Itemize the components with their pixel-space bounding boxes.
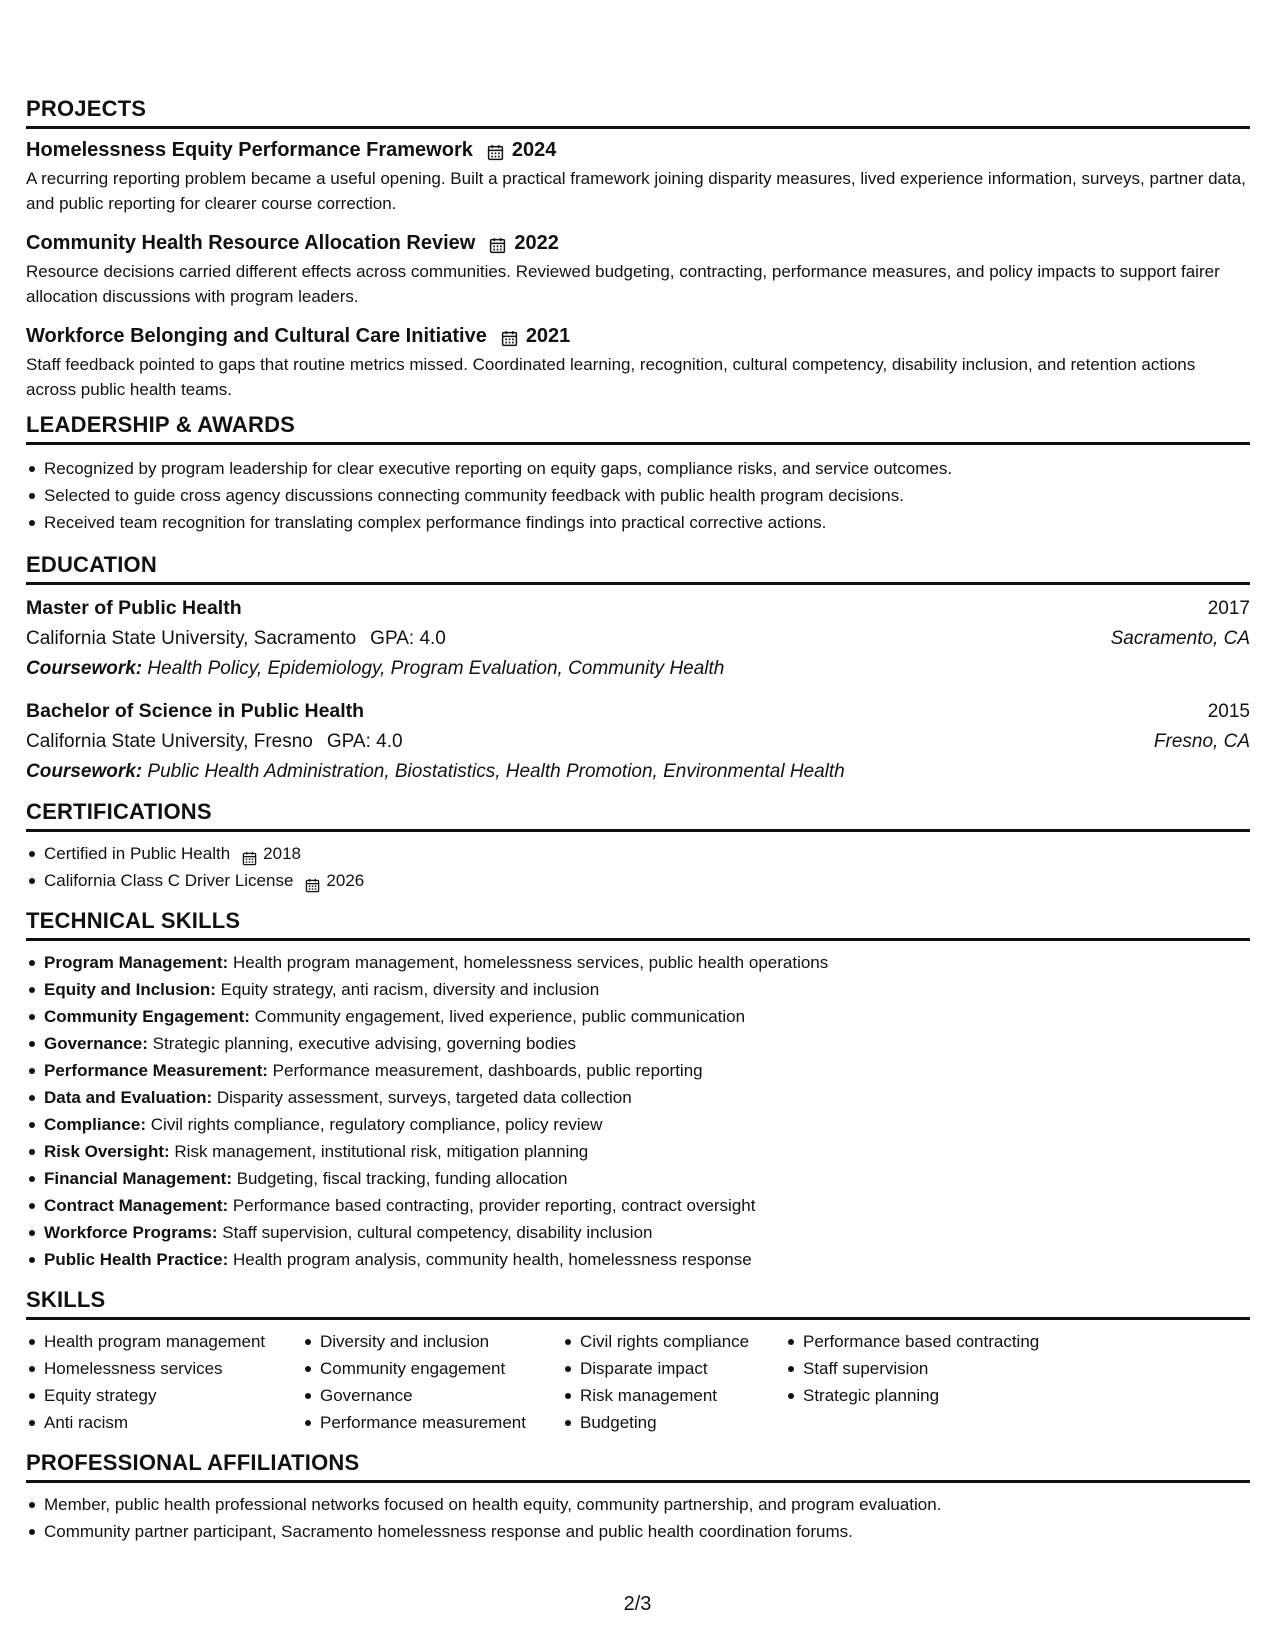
section-title-technical-skills: TECHNICAL SKILLS xyxy=(26,908,1250,941)
education-school-row xyxy=(26,727,1250,757)
school-info xyxy=(26,727,403,757)
education-section xyxy=(26,552,1250,787)
page-number: 2/3 xyxy=(623,1593,652,1615)
affiliation-item: Member, public health professional networks focused on health equity, community partnership, and program evaluation. xyxy=(26,1491,1250,1518)
school-location: Sacramento, CA xyxy=(1110,628,1250,649)
project-item xyxy=(26,230,1250,309)
technical-skill-item xyxy=(26,949,1250,976)
certification-item xyxy=(26,840,1250,867)
skill-details: Budgeting, fiscal tracking, funding allocation xyxy=(236,1169,568,1188)
education-header xyxy=(26,593,1250,624)
technical-skill-item xyxy=(26,1165,1250,1192)
skill-item: Diversity and inclusion xyxy=(302,1328,562,1355)
education-school-row xyxy=(26,624,1250,654)
project-title: Homelessness Equity Performance Framework xyxy=(26,139,473,161)
skill-details: Civil rights compliance, regulatory compliance, policy review xyxy=(150,1115,603,1134)
project-description: Staff feedback pointed to gaps that routine metrics missed. Coordinated learning, recognition, cultural competency, disability inclusion, and retention actions across public health teams. xyxy=(26,355,1196,399)
projects-section xyxy=(26,96,1250,402)
skill-item: Homelessness services xyxy=(26,1355,302,1382)
skill-item: Community engagement xyxy=(302,1355,562,1382)
section-title-certifications: CERTIFICATIONS xyxy=(26,799,1250,832)
coursework-label: Coursework: xyxy=(26,761,143,782)
coursework-list: Public Health Administration, Biostatistics, Health Promotion, Environmental Health xyxy=(147,761,845,782)
technical-skill-item xyxy=(26,1057,1250,1084)
skills-column-list xyxy=(785,1328,1085,1409)
project-year: 2024 xyxy=(511,139,557,161)
skill-item: Performance measurement xyxy=(302,1409,562,1436)
skill-item: Anti racism xyxy=(26,1409,302,1436)
calendar-icon xyxy=(489,235,506,252)
education-list xyxy=(26,593,1250,787)
skill-details: Equity strategy, anti racism, diversity and inclusion xyxy=(220,980,600,999)
resume-page xyxy=(26,96,1250,1557)
project-item xyxy=(26,137,1250,216)
skill-item: Disparate impact xyxy=(562,1355,785,1382)
project-title: Community Health Resource Allocation Review xyxy=(26,232,476,254)
skill-item: Performance based contracting xyxy=(785,1328,1085,1355)
skill-item: Health program management xyxy=(26,1328,302,1355)
project-year: 2021 xyxy=(525,325,571,347)
education-header xyxy=(26,696,1250,727)
certifications-section xyxy=(26,799,1250,894)
project-header xyxy=(26,230,1250,256)
skill-category: Risk Oversight: xyxy=(44,1142,170,1161)
skill-category: Public Health Practice: xyxy=(44,1250,229,1269)
project-header xyxy=(26,137,1250,163)
skill-details: Strategic planning, executive advising, governing bodies xyxy=(152,1034,577,1053)
skills-column xyxy=(302,1328,562,1436)
certification-name: Certified in Public Health xyxy=(44,844,231,863)
leadership-section xyxy=(26,412,1250,536)
coursework-label: Coursework: xyxy=(26,658,143,679)
skill-category: Governance: xyxy=(44,1034,148,1053)
skill-details: Staff supervision, cultural competency, disability inclusion xyxy=(222,1223,653,1242)
leadership-item: Received team recognition for translating complex performance findings into practical corrective actions. xyxy=(26,509,1250,536)
certification-item xyxy=(26,867,1250,894)
technical-skill-item xyxy=(26,1111,1250,1138)
skill-details: Disparity assessment, surveys, targeted data collection xyxy=(216,1088,632,1107)
technical-skill-item xyxy=(26,1003,1250,1030)
skill-details: Community engagement, lived experience, public communication xyxy=(254,1007,746,1026)
section-title-education: EDUCATION xyxy=(26,552,1250,585)
graduation-year: 2017 xyxy=(1207,598,1250,619)
skills-column-list xyxy=(26,1328,302,1436)
leadership-list xyxy=(26,455,1250,536)
education-item xyxy=(26,696,1250,787)
project-description: A recurring reporting problem became a useful opening. Built a practical framework joining disparity measures, lived experience information, surveys, partner data, and public reporting for clearer course correction. xyxy=(26,169,1246,213)
skill-details: Performance measurement, dashboards, public reporting xyxy=(272,1061,703,1080)
technical-skill-item xyxy=(26,1219,1250,1246)
skill-category: Compliance: xyxy=(44,1115,147,1134)
skill-item: Risk management xyxy=(562,1382,785,1409)
technical-skill-item xyxy=(26,1030,1250,1057)
certification-year: 2018 xyxy=(263,844,301,863)
leadership-item: Recognized by program leadership for clear executive reporting on equity gaps, compliance risks, and service outcomes. xyxy=(26,455,1250,482)
skill-item: Governance xyxy=(302,1382,562,1409)
project-item xyxy=(26,323,1250,402)
project-title: Workforce Belonging and Cultural Care Initiative xyxy=(26,325,487,347)
skill-category: Workforce Programs: xyxy=(44,1223,218,1242)
calendar-icon xyxy=(305,874,320,889)
affiliation-item: Community partner participant, Sacramento homelessness response and public health coordination forums. xyxy=(26,1518,1250,1545)
skill-item: Staff supervision xyxy=(785,1355,1085,1382)
skill-category: Financial Management: xyxy=(44,1169,232,1188)
skill-details: Health program analysis, community health, homelessness response xyxy=(232,1250,752,1269)
school-location: Fresno, CA xyxy=(1153,731,1250,752)
affiliations-section xyxy=(26,1450,1250,1545)
school-name: California State University, Fresno xyxy=(26,731,313,752)
skill-details: Risk management, institutional risk, mitigation planning xyxy=(174,1142,589,1161)
technical-skill-item xyxy=(26,976,1250,1003)
skills-section xyxy=(26,1287,1250,1436)
skills-column-list xyxy=(562,1328,785,1436)
technical-skill-item xyxy=(26,1084,1250,1111)
skill-category: Performance Measurement: xyxy=(44,1061,268,1080)
technical-skill-item xyxy=(26,1192,1250,1219)
degree-title: Master of Public Health xyxy=(26,597,242,619)
certification-year: 2026 xyxy=(326,871,365,890)
skill-item: Equity strategy xyxy=(26,1382,302,1409)
section-title-projects: PROJECTS xyxy=(26,96,1250,129)
skill-item: Budgeting xyxy=(562,1409,785,1436)
technical-skills-section xyxy=(26,908,1250,1273)
coursework-list: Health Policy, Epidemiology, Program Evaluation, Community Health xyxy=(147,658,725,679)
skill-category: Equity and Inclusion: xyxy=(44,980,216,999)
projects-list xyxy=(26,137,1250,402)
gpa: GPA: 4.0 xyxy=(370,628,446,649)
calendar-icon xyxy=(242,847,257,862)
skills-column xyxy=(785,1328,1085,1436)
coursework xyxy=(26,757,1250,787)
certification-name: California Class C Driver License xyxy=(44,871,294,890)
skill-item: Strategic planning xyxy=(785,1382,1085,1409)
project-header xyxy=(26,323,1250,349)
gpa: GPA: 4.0 xyxy=(326,731,403,752)
skill-category: Contract Management: xyxy=(44,1196,229,1215)
skill-category: Data and Evaluation: xyxy=(44,1088,213,1107)
coursework xyxy=(26,654,1250,684)
calendar-icon xyxy=(501,328,518,345)
skills-column xyxy=(562,1328,785,1436)
project-year: 2022 xyxy=(514,232,559,254)
degree-title: Bachelor of Science in Public Health xyxy=(26,700,365,722)
skills-grid xyxy=(26,1328,1250,1436)
certifications-list xyxy=(26,840,1250,894)
education-item xyxy=(26,593,1250,684)
technical-skill-item xyxy=(26,1246,1250,1273)
technical-skill-item xyxy=(26,1138,1250,1165)
school-name: California State University, Sacramento xyxy=(26,628,357,649)
skill-category: Community Engagement: xyxy=(44,1007,250,1026)
section-title-affiliations: PROFESSIONAL AFFILIATIONS xyxy=(26,1450,1250,1483)
graduation-year: 2015 xyxy=(1207,701,1250,722)
calendar-icon xyxy=(487,142,504,159)
leadership-item: Selected to guide cross agency discussions connecting community feedback with public health program decisions. xyxy=(26,482,1250,509)
affiliations-list xyxy=(26,1491,1250,1545)
technical-skills-list xyxy=(26,949,1250,1273)
skills-column-list xyxy=(302,1328,562,1436)
skills-column xyxy=(26,1328,302,1436)
section-title-leadership: LEADERSHIP & AWARDS xyxy=(26,412,1250,445)
section-title-skills: SKILLS xyxy=(26,1287,1250,1320)
skill-category: Program Management: xyxy=(44,953,229,972)
school-info xyxy=(26,624,446,654)
skill-item: Civil rights compliance xyxy=(562,1328,785,1355)
skill-details: Health program management, homelessness services, public health operations xyxy=(232,953,829,972)
skill-details: Performance based contracting, provider reporting, contract oversight xyxy=(232,1196,756,1215)
project-description: Resource decisions carried different effects across communities. Reviewed budgeting, contracting, performance measures, and policy impacts to support fairer allocation discussions with program leaders. xyxy=(26,262,1220,306)
